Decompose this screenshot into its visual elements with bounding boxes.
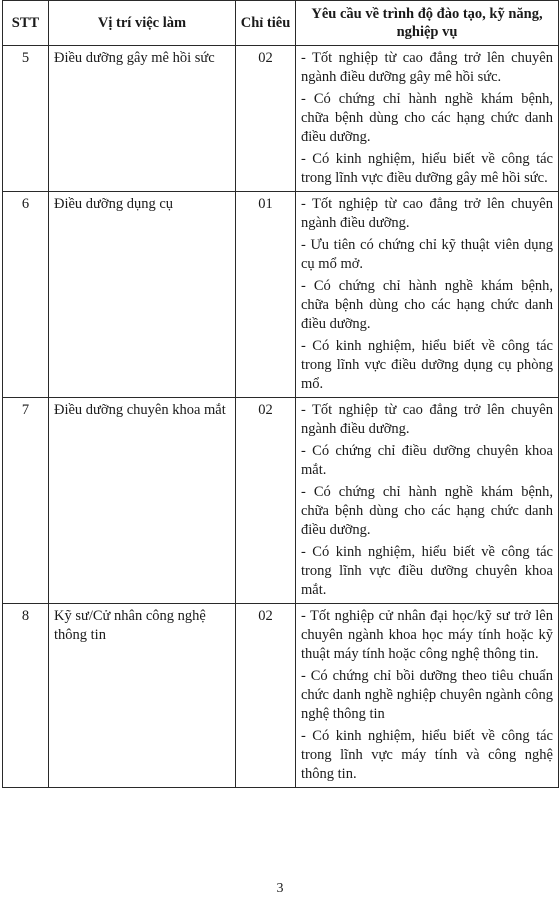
row-stt: 7 [3,398,49,604]
row-quota: 02 [236,46,296,192]
row-requirements [296,46,559,192]
requirement-item: - Có kinh nghiệm, hiểu biết về công tác trong lĩnh vực điều dưỡng gây mê hồi sức. [301,151,553,186]
row-requirements [296,192,559,398]
table-header-row [3,1,559,46]
requirement-item: - Có kinh nghiệm, hiểu biết về công tác trong lĩnh vực điều dưỡng chuyên khoa mắt. [301,544,553,598]
row-position: Kỹ sư/Cử nhân công nghệ thông tin [49,604,236,788]
table-row [3,398,559,604]
requirement-item: - Tốt nghiệp từ cao đẳng trở lên chuyên ngành điều dưỡng. [301,196,553,231]
table-row [3,604,559,788]
requirement-item: - Có chứng chỉ hành nghề khám bệnh, chữa bệnh dùng cho các hạng chức danh điều dưỡng. [301,278,553,332]
row-quota: 02 [236,604,296,788]
row-position: Điều dưỡng gây mê hồi sức [49,46,236,192]
requirement-item: - Có chứng chỉ hành nghề khám bệnh, chữa bệnh dùng cho các hạng chức danh điều dưỡng. [301,484,553,538]
row-quota: 01 [236,192,296,398]
row-requirements [296,398,559,604]
table-row [3,46,559,192]
header-requirements: Yêu cầu về trình độ đào tạo, kỹ năng, nghiệp vụ [296,1,559,46]
table-body [3,46,559,788]
row-stt: 8 [3,604,49,788]
requirement-item: - Có chứng chỉ bồi dưỡng theo tiêu chuẩn chức danh nghề nghiệp chuyên ngành công nghệ thông tin [301,668,553,722]
requirement-item: - Có kinh nghiệm, hiểu biết về công tác trong lĩnh vực điều dưỡng dụng cụ phòng mổ. [301,338,553,392]
requirement-item: - Có kinh nghiệm, hiểu biết về công tác trong lĩnh vực máy tính và công nghệ thông tin. [301,728,553,782]
row-stt: 6 [3,192,49,398]
row-position: Điều dưỡng dụng cụ [49,192,236,398]
row-stt: 5 [3,46,49,192]
row-requirements [296,604,559,788]
requirement-item: - Có chứng chỉ hành nghề khám bệnh, chữa bệnh dùng cho các hạng chức danh điều dưỡng. [301,91,553,145]
requirement-item: - Tốt nghiệp từ cao đẳng trở lên chuyên ngành điều dưỡng. [301,402,553,437]
table-row [3,192,559,398]
row-position: Điều dưỡng chuyên khoa mắt [49,398,236,604]
header-position: Vị trí việc làm [49,1,236,46]
page-number: 3 [276,881,284,896]
header-quota: Chỉ tiêu [236,1,296,46]
requirement-item: - Tốt nghiệp cử nhân đại học/kỹ sư trở lên chuyên ngành khoa học máy tính hoặc kỹ thuật máy tính hoặc công nghệ thông tin. [301,608,553,662]
row-quota: 02 [236,398,296,604]
requirement-item: - Tốt nghiệp từ cao đẳng trở lên chuyên ngành điều dưỡng gây mê hồi sức. [301,50,553,85]
header-stt: STT [3,1,49,46]
requirement-item: - Có chứng chỉ điều dưỡng chuyên khoa mắt. [301,443,553,478]
requirement-item: - Ưu tiên có chứng chỉ kỹ thuật viên dụng cụ mổ mở. [301,237,553,272]
recruitment-table [2,0,559,788]
